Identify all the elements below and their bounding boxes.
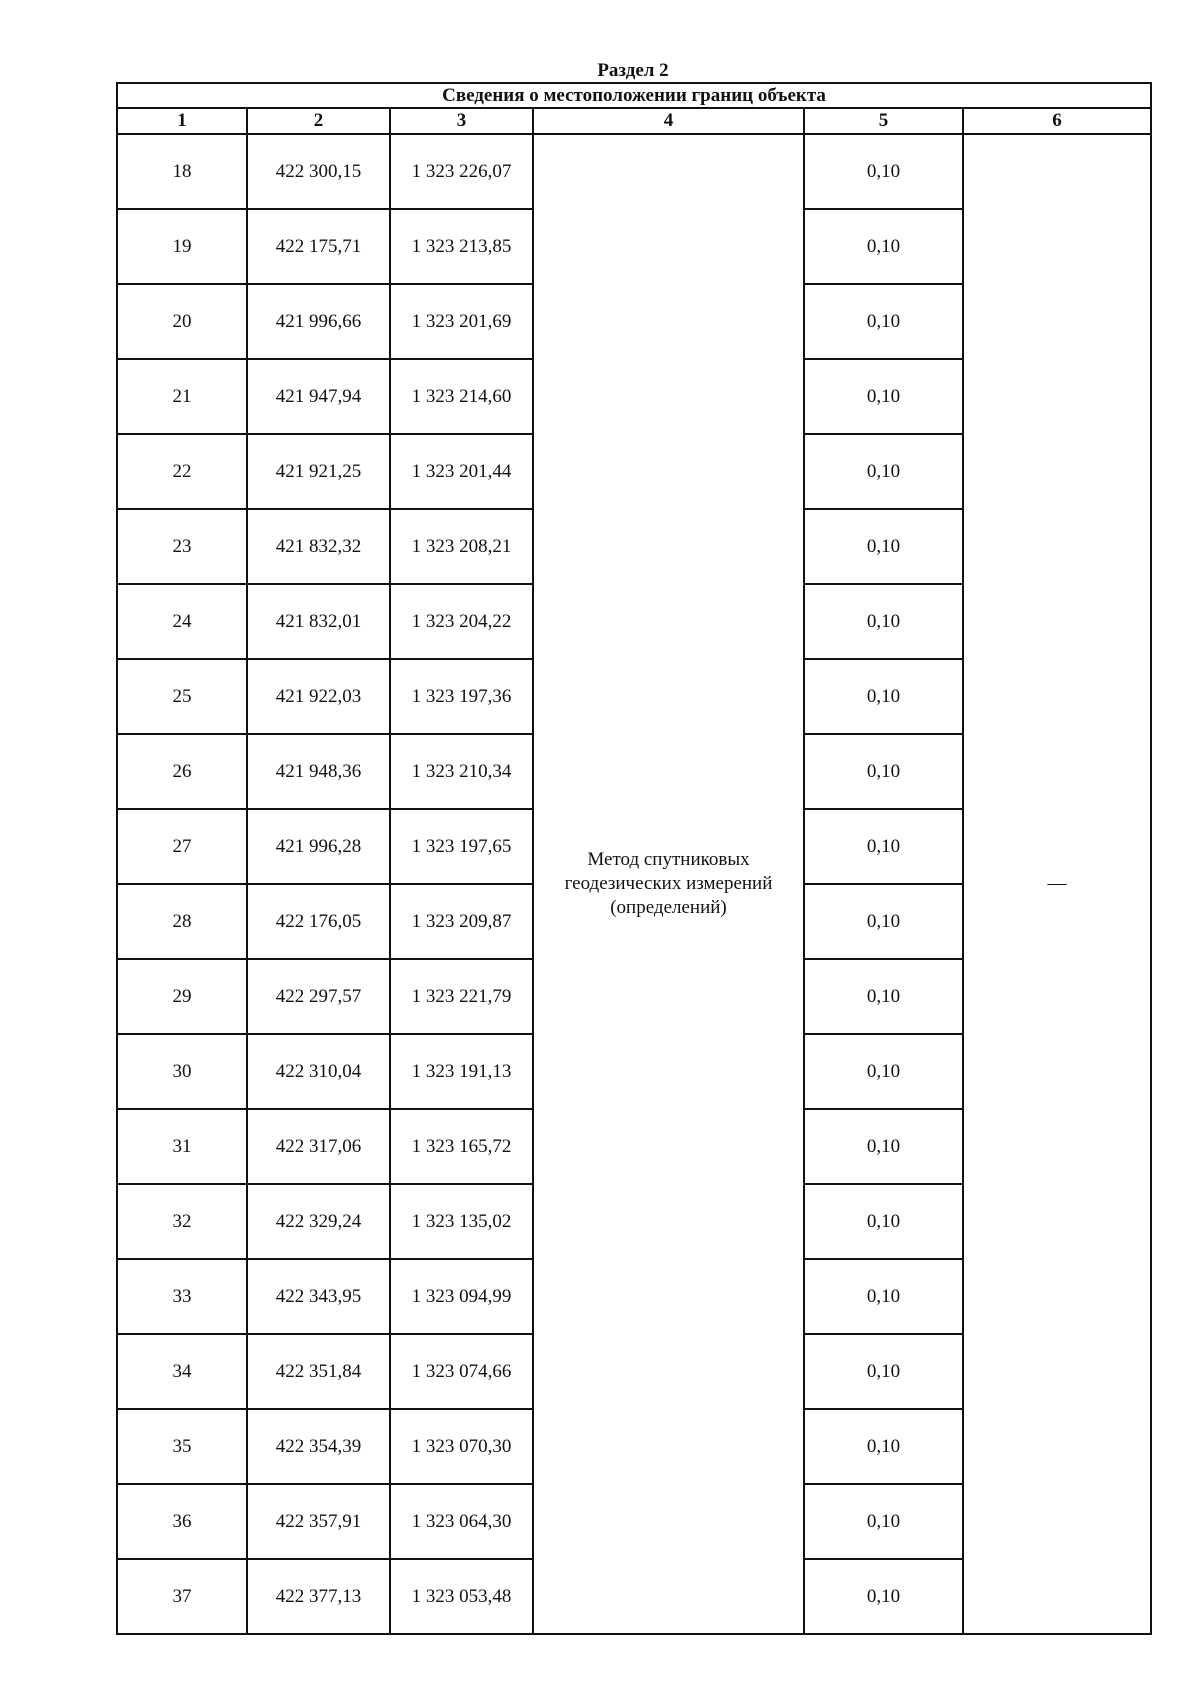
table-row	[117, 134, 1151, 209]
x-coordinate-cell: 422 310,04	[247, 1034, 390, 1109]
y-coordinate-cell: 1 323 197,65	[390, 809, 533, 884]
point-number-cell: 20	[117, 284, 247, 359]
x-coordinate-cell: 422 297,57	[247, 959, 390, 1034]
x-coordinate-cell: 422 351,84	[247, 1334, 390, 1409]
accuracy-cell: 0,10	[804, 1184, 963, 1259]
x-coordinate-cell: 421 996,28	[247, 809, 390, 884]
method-cell: Метод спутниковых геодезических измерений (определений)	[533, 134, 804, 1634]
accuracy-cell: 0,10	[804, 659, 963, 734]
x-coordinate-cell: 421 921,25	[247, 434, 390, 509]
column-number: 4	[533, 108, 804, 134]
x-coordinate-cell: 422 176,05	[247, 884, 390, 959]
accuracy-cell: 0,10	[804, 434, 963, 509]
x-coordinate-cell: 422 300,15	[247, 134, 390, 209]
point-number-cell: 34	[117, 1334, 247, 1409]
x-coordinate-cell: 421 996,66	[247, 284, 390, 359]
x-coordinate-cell: 422 377,13	[247, 1559, 390, 1634]
accuracy-cell: 0,10	[804, 1559, 963, 1634]
point-number-cell: 31	[117, 1109, 247, 1184]
accuracy-cell: 0,10	[804, 884, 963, 959]
y-coordinate-cell: 1 323 197,36	[390, 659, 533, 734]
y-coordinate-cell: 1 323 165,72	[390, 1109, 533, 1184]
accuracy-cell: 0,10	[804, 284, 963, 359]
y-coordinate-cell: 1 323 204,22	[390, 584, 533, 659]
boundary-table	[116, 82, 1152, 1635]
point-number-cell: 29	[117, 959, 247, 1034]
x-coordinate-cell: 421 948,36	[247, 734, 390, 809]
y-coordinate-cell: 1 323 208,21	[390, 509, 533, 584]
y-coordinate-cell: 1 323 221,79	[390, 959, 533, 1034]
column-number: 6	[963, 108, 1151, 134]
x-coordinate-cell: 421 922,03	[247, 659, 390, 734]
point-number-cell: 27	[117, 809, 247, 884]
table-caption: Сведения о местоположении границ объекта	[117, 83, 1151, 108]
point-number-cell: 37	[117, 1559, 247, 1634]
point-number-cell: 36	[117, 1484, 247, 1559]
point-number-cell: 32	[117, 1184, 247, 1259]
column-number: 5	[804, 108, 963, 134]
x-coordinate-cell: 422 354,39	[247, 1409, 390, 1484]
x-coordinate-cell: 422 329,24	[247, 1184, 390, 1259]
x-coordinate-cell: 421 832,01	[247, 584, 390, 659]
section-title: Раздел 2	[597, 60, 669, 81]
accuracy-cell: 0,10	[804, 1034, 963, 1109]
x-coordinate-cell: 422 317,06	[247, 1109, 390, 1184]
column-number-row	[117, 108, 1151, 134]
point-number-cell: 25	[117, 659, 247, 734]
y-coordinate-cell: 1 323 053,48	[390, 1559, 533, 1634]
y-coordinate-cell: 1 323 064,30	[390, 1484, 533, 1559]
point-number-cell: 24	[117, 584, 247, 659]
accuracy-cell: 0,10	[804, 734, 963, 809]
y-coordinate-cell: 1 323 201,69	[390, 284, 533, 359]
accuracy-cell: 0,10	[804, 1409, 963, 1484]
x-coordinate-cell: 421 947,94	[247, 359, 390, 434]
x-coordinate-cell: 422 343,95	[247, 1259, 390, 1334]
accuracy-cell: 0,10	[804, 134, 963, 209]
point-number-cell: 28	[117, 884, 247, 959]
point-number-cell: 26	[117, 734, 247, 809]
accuracy-cell: 0,10	[804, 1484, 963, 1559]
accuracy-cell: 0,10	[804, 359, 963, 434]
accuracy-cell: 0,10	[804, 209, 963, 284]
y-coordinate-cell: 1 323 214,60	[390, 359, 533, 434]
y-coordinate-cell: 1 323 191,13	[390, 1034, 533, 1109]
description-cell: —	[963, 134, 1151, 1634]
y-coordinate-cell: 1 323 070,30	[390, 1409, 533, 1484]
y-coordinate-cell: 1 323 074,66	[390, 1334, 533, 1409]
accuracy-cell: 0,10	[804, 1334, 963, 1409]
point-number-cell: 23	[117, 509, 247, 584]
accuracy-cell: 0,10	[804, 809, 963, 884]
accuracy-cell: 0,10	[804, 959, 963, 1034]
column-number: 3	[390, 108, 533, 134]
accuracy-cell: 0,10	[804, 1109, 963, 1184]
point-number-cell: 19	[117, 209, 247, 284]
y-coordinate-cell: 1 323 210,34	[390, 734, 533, 809]
point-number-cell: 35	[117, 1409, 247, 1484]
point-number-cell: 33	[117, 1259, 247, 1334]
point-number-cell: 30	[117, 1034, 247, 1109]
column-number: 2	[247, 108, 390, 134]
y-coordinate-cell: 1 323 201,44	[390, 434, 533, 509]
point-number-cell: 22	[117, 434, 247, 509]
table-caption-row	[117, 83, 1151, 108]
accuracy-cell: 0,10	[804, 1259, 963, 1334]
x-coordinate-cell: 421 832,32	[247, 509, 390, 584]
accuracy-cell: 0,10	[804, 584, 963, 659]
y-coordinate-cell: 1 323 135,02	[390, 1184, 533, 1259]
y-coordinate-cell: 1 323 094,99	[390, 1259, 533, 1334]
x-coordinate-cell: 422 357,91	[247, 1484, 390, 1559]
y-coordinate-cell: 1 323 226,07	[390, 134, 533, 209]
column-number: 1	[117, 108, 247, 134]
y-coordinate-cell: 1 323 209,87	[390, 884, 533, 959]
point-number-cell: 18	[117, 134, 247, 209]
x-coordinate-cell: 422 175,71	[247, 209, 390, 284]
point-number-cell: 21	[117, 359, 247, 434]
accuracy-cell: 0,10	[804, 509, 963, 584]
y-coordinate-cell: 1 323 213,85	[390, 209, 533, 284]
